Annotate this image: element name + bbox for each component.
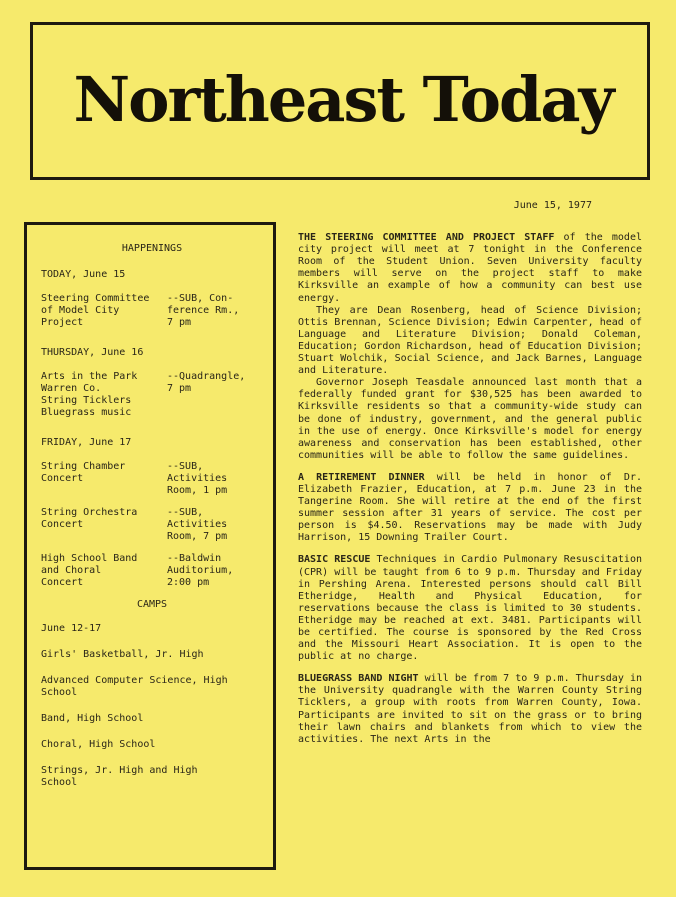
article-paragraph: They are Dean Rosenberg, head of Science Division; Ottis Brennan, Science Division; Edwin Carpenter, head of Language and Literature Division; Donald Coleman, Education; Gordon Richardson, head of Education Division; Stuart Wolchik, Social Science, and Jack Barnes, Language and Literature.: [298, 304, 642, 377]
event-item: [41, 371, 263, 419]
camp-item: Strings, Jr. High and High School: [41, 765, 198, 788]
article-lead: BASIC RESCUE: [298, 554, 371, 566]
article-body: Techniques in Cardio Pulmonary Resuscitation (CPR) will be taught from 6 to 9 p.m. Thursday and Friday in Pershing Arena. Interested persons should call Bill Etheridge, Health and Physical Education, for reservations because the class is limited to 30 students. Etheridge may be reached at ext. 3481. Participants will be certified. The course is sponsored by the Red Cross and the Missouri Heart Association. It is open to the public at no charge.: [298, 554, 642, 663]
event-name: String Chamber Concert: [41, 461, 126, 484]
article-body: will be held in honor of Dr. Elizabeth Frazier, Education, at 7 p.m. June 23 in the Tangerine Room. She will retire at the end of the first summer session after 31 years of service. The cost per person is $4.50. Reservations may be made with Judy Harrison, 15 Downing Trailer Court.: [298, 471, 642, 544]
event-item: [41, 507, 263, 543]
masthead-title: Northeast Today: [73, 63, 613, 136]
camps-dates: June 12-17: [41, 623, 102, 634]
camp-item: Band, High School: [41, 713, 144, 724]
news-column: [298, 200, 642, 756]
article-lead: THE STEERING COMMITTEE AND PROJECT STAFF: [298, 232, 555, 244]
article-body: will be from 7 to 9 p.m. Thursday in the University quadrangle with the Warren County String Ticklers, a group with roots from Warren County, Iowa. Participants are invited to sit on the grass or to bring their lawn chairs and blankets from which to view the activities. The next Arts in the: [298, 673, 642, 745]
day-heading: TODAY, June 15: [41, 269, 126, 280]
camp-item: Advanced Computer Science, High School: [41, 675, 228, 698]
event-item: [41, 553, 263, 589]
event-item: [41, 293, 263, 329]
event-name: High School Band and Choral Concert: [41, 553, 138, 588]
event-location: --SUB, Con- ference Rm., 7 pm: [167, 293, 240, 328]
event-location: --Baldwin Auditorium, 2:00 pm: [167, 553, 234, 588]
issue-date: June 15, 1977: [513, 200, 592, 211]
sidebar-heading: HAPPENINGS: [121, 243, 183, 254]
article-basic-rescue: [298, 554, 642, 663]
camp-item: Choral, High School: [41, 739, 156, 750]
camps-heading: CAMPS: [136, 599, 168, 610]
event-location: --SUB, Activities Room, 1 pm: [167, 461, 228, 496]
happenings-sidebar: [24, 222, 276, 870]
event-name: String Orchestra Concert: [41, 507, 138, 530]
article-body: of the model city project will meet at 7 tonight in the Conference Room of the Student Union. Seven University faculty members will serve on the project staff to make Kirksville an example of how a community can best use energy.: [298, 232, 642, 304]
article-lead: BLUEGRASS BAND NIGHT: [298, 673, 419, 685]
day-heading: FRIDAY, June 17: [41, 437, 132, 448]
article-paragraph: Governor Joseph Teasdale announced last month that a federally funded grant for $30,525 has been awarded to Kirksville residents so that a community-wide study can be done of industry, government, and the general public in the use of energy. Once Kirksville's model for energy awareness and conservation has been established, other communities will be able to follow the same guidelines.: [298, 377, 642, 461]
event-name: Steering Committee of Model City Project: [41, 293, 150, 328]
article-steering-committee: [298, 232, 642, 462]
event-name: Arts in the Park Warren Co. String Ticklers Bluegrass music: [41, 371, 138, 418]
article-bluegrass-night: [298, 673, 642, 746]
article-retirement-dinner: [298, 472, 642, 545]
event-location: --SUB, Activities Room, 7 pm: [167, 507, 228, 542]
camp-item: Girls' Basketball, Jr. High: [41, 649, 204, 660]
event-item: [41, 461, 263, 497]
event-location: --Quadrangle, 7 pm: [167, 371, 246, 394]
article-lead: A RETIREMENT DINNER: [298, 471, 425, 483]
day-heading: THURSDAY, June 16: [41, 347, 144, 358]
masthead: [30, 22, 650, 180]
